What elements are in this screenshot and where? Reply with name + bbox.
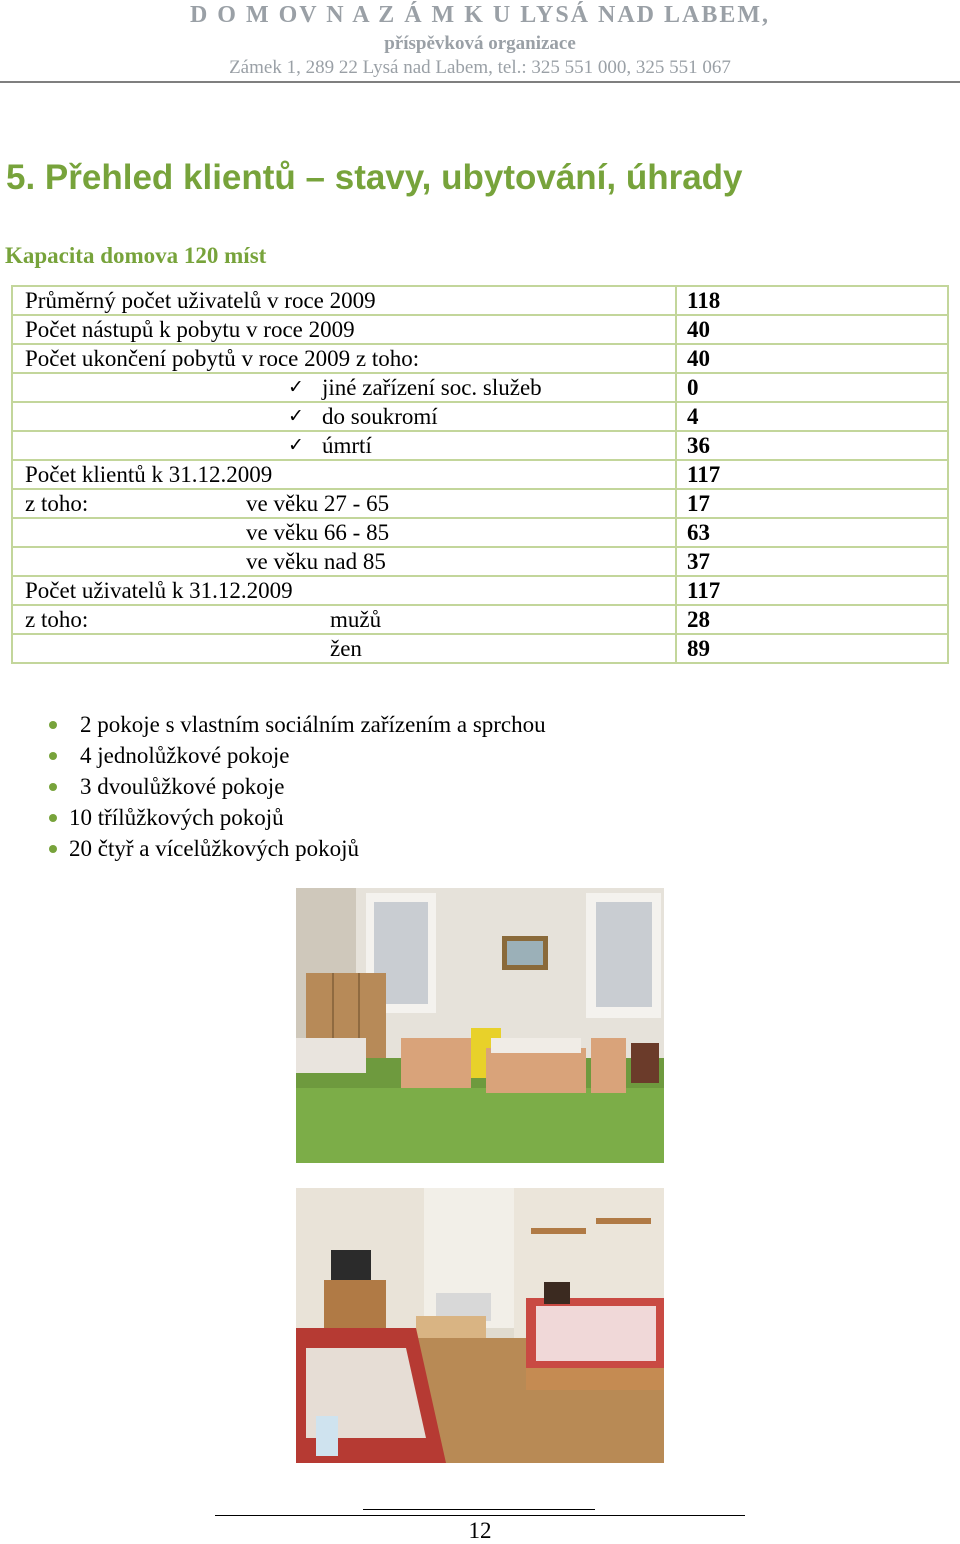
row-label: Počet nástupů k pobytu v roce 2009 (25, 317, 355, 342)
checkmark-icon: ✓ (288, 434, 304, 456)
row-label: ve věku 27 - 65 (246, 491, 390, 516)
table-row (12, 634, 948, 663)
room-photo-1 (296, 888, 664, 1163)
list-item (44, 802, 546, 833)
row-label: Průměrný počet uživatelů v roce 2009 (25, 288, 376, 313)
row-prefix: z toho: (25, 491, 89, 516)
row-value: 118 (676, 286, 948, 315)
row-value: 40 (676, 344, 948, 373)
checkmark-icon: ✓ (288, 376, 304, 398)
organization-name: D O M OV N A Z Á M K U LYSÁ NAD LABEM, (189, 2, 771, 28)
page-number: 12 (468, 1518, 492, 1543)
table-row (12, 315, 948, 344)
header-divider (0, 81, 960, 83)
room-photo-2-image (296, 1188, 664, 1463)
list-item (44, 740, 546, 771)
row-label: Počet klientů k 31.12.2009 (25, 462, 273, 487)
room-item-text: 4 jednolůžkové pokoje (80, 743, 290, 768)
row-value: 37 (676, 547, 948, 576)
room-item-text: 2 pokoje s vlastním sociálním zařízením a sprchou (80, 712, 546, 737)
row-label: Počet uživatelů k 31.12.2009 (25, 578, 293, 603)
list-item (44, 709, 546, 740)
row-prefix: z toho: (25, 607, 89, 632)
row-label: jiné zařízení soc. služeb (322, 375, 542, 400)
bullet-icon (49, 721, 57, 729)
row-label: mužů (330, 607, 382, 632)
bullet-icon (49, 783, 57, 791)
list-item (44, 771, 546, 802)
room-photo-2 (296, 1188, 664, 1463)
checkmark-icon: ✓ (288, 405, 304, 427)
row-label: Počet ukončení pobytů v roce 2009 z toho: (25, 346, 420, 371)
footer-rule-short (363, 1509, 595, 1510)
list-item (44, 833, 546, 864)
row-value: 89 (676, 634, 948, 663)
row-value: 40 (676, 315, 948, 344)
row-value: 0 (676, 373, 948, 402)
room-item-text: 10 třílůžkových pokojů (69, 805, 284, 830)
client-stats-table (11, 285, 949, 664)
room-photo-1-image (296, 888, 664, 1163)
row-value: 4 (676, 402, 948, 431)
table-row (12, 518, 948, 547)
table-row (12, 373, 948, 402)
room-list (44, 709, 546, 864)
footer-rule-long (215, 1515, 745, 1516)
row-label: úmrtí (322, 433, 372, 458)
table-row (12, 605, 948, 634)
row-value: 63 (676, 518, 948, 547)
row-label: žen (330, 636, 362, 661)
bullet-icon (49, 845, 57, 853)
row-value: 17 (676, 489, 948, 518)
table-row (12, 286, 948, 315)
capacity-heading: Kapacita domova 120 míst (5, 243, 267, 268)
organization-address: Zámek 1, 289 22 Lysá nad Labem, tel.: 325 551 000, 325 551 067 (229, 57, 731, 78)
row-label: do soukromí (322, 404, 438, 429)
row-value: 28 (676, 605, 948, 634)
table-row (12, 489, 948, 518)
table-row (12, 402, 948, 431)
organization-type: příspěvková organizace (384, 33, 576, 54)
room-item-text: 3 dvoulůžkové pokoje (80, 774, 285, 799)
row-value: 117 (676, 460, 948, 489)
bullet-icon (49, 814, 57, 822)
row-value: 117 (676, 576, 948, 605)
row-label: ve věku nad 85 (246, 549, 386, 574)
row-label: ve věku 66 - 85 (246, 520, 390, 545)
table-row (12, 460, 948, 489)
section-title: 5. Přehled klientů – stavy, ubytování, úhrady (6, 158, 743, 197)
room-item-text: 20 čtyř a vícelůžkových pokojů (69, 836, 359, 861)
table-row (12, 344, 948, 373)
table-row (12, 547, 948, 576)
row-value: 36 (676, 431, 948, 460)
table-row (12, 431, 948, 460)
bullet-icon (49, 752, 57, 760)
table-row (12, 576, 948, 605)
